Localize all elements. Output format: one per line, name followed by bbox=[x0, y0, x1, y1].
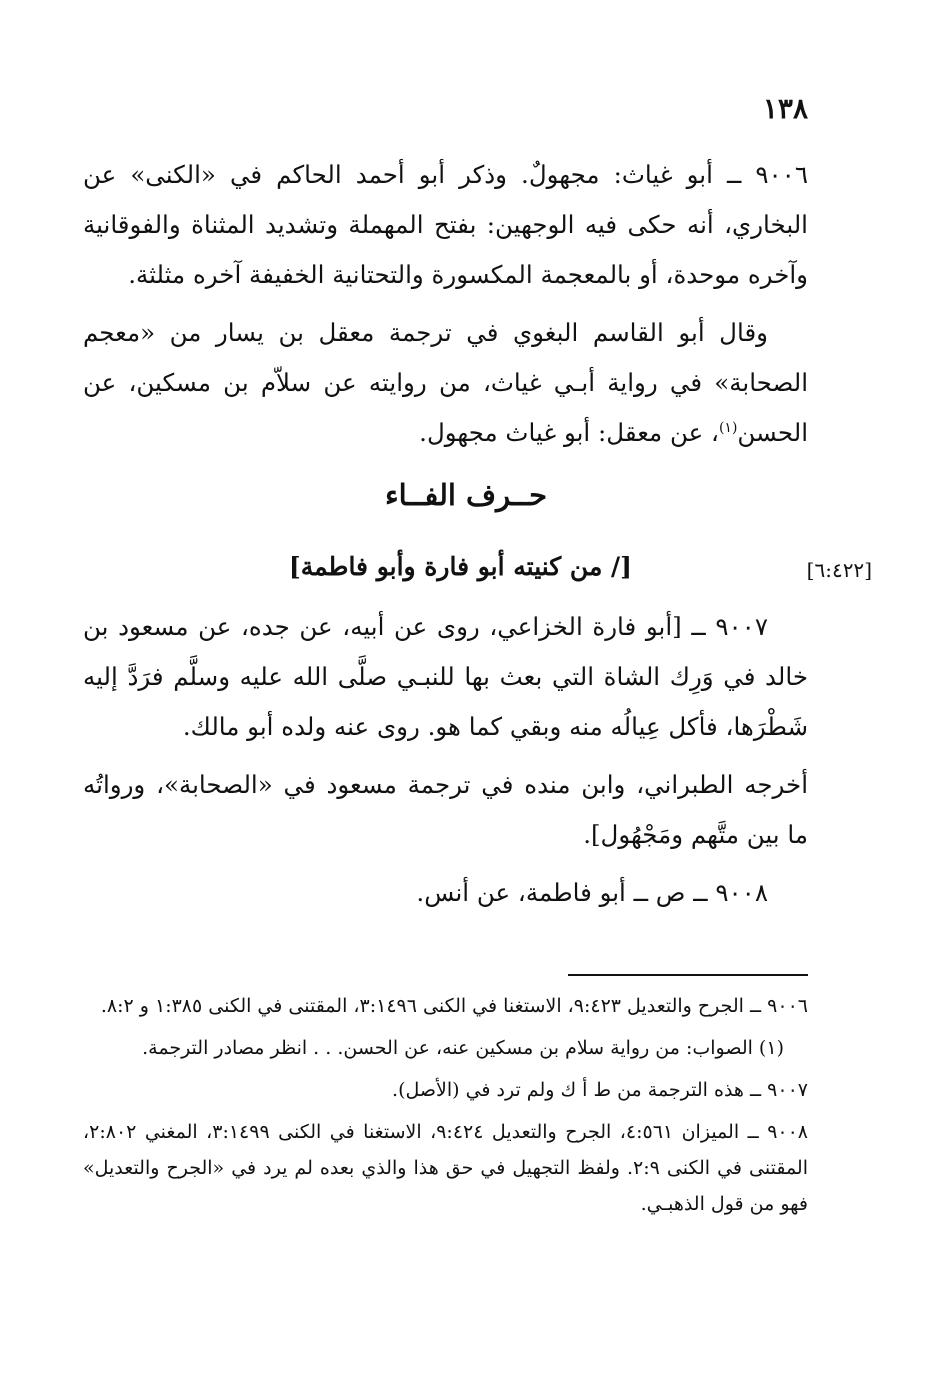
page-number: ١٣٨ bbox=[762, 92, 808, 125]
footnote-marker-1[interactable]: (١) bbox=[718, 419, 738, 436]
main-text-top bbox=[83, 150, 808, 466]
entry-9007: ٩٠٠٧ ــ [أبو فارة الخزاعي، روى عن أبيه، عن جده، عن مسعود بن خالد في وَرِك الشاة التي بعث بها للنبـي صلَّى الله عليه وسلَّم فرَدَّ إليه شَطْرَها، فأكل عِيالُه منه وبقي كما هو. روى عنه ولده أبو مالك. bbox=[83, 612, 808, 741]
paragraph-baghawi-text-1: وقال أبو القاسم البغوي في ترجمة معقل بن يسار من «معجم الصحابة» في رواية أبـي غياث، من روايته عن سلاّم بن مسكين، عن الحسن bbox=[83, 318, 808, 447]
entry-9008: ٩٠٠٨ ــ ص ــ أبو فاطمة، عن أنس. bbox=[416, 878, 768, 907]
paragraph-baghawi-text-2: ، عن معقل: أبو غياث مجهول. bbox=[419, 418, 719, 447]
margin-reference: [٦:٤٢٢] bbox=[806, 558, 872, 582]
subheading-row bbox=[60, 552, 872, 598]
footnote-divider bbox=[568, 974, 808, 976]
footnote-9006: ٩٠٠٦ ــ الجرح والتعديل ٩:٤٢٣، الاستغنا في الكنى ٣:١٤٩٦، المقتنى في الكنى ١:٣٨٥ و ٨:٢. bbox=[100, 995, 808, 1017]
subheading: [/ من كنيته أبو فارة وأبو فاطمة] bbox=[288, 552, 632, 581]
footnote-9007: ٩٠٠٧ ــ هذه الترجمة من ط أ ك ولم ترد في (الأصل). bbox=[392, 1079, 808, 1101]
footnotes bbox=[83, 988, 808, 1228]
footnote-9008: ٩٠٠٨ ــ الميزان ٤:٥٦١، الجرح والتعديل ٩:٤٢٤، الاستغنا في الكنى ٣:١٤٩٩، المغني ٢:٨٠٢، المقتنى في الكنى ٢:٩. ولفظ التجهيل في حق هذا والذي بعده لم يرد في «الجرح والتعديل» فهو من قول الذهبـي. bbox=[83, 1121, 809, 1215]
entry-9006: ٩٠٠٦ ــ أبو غياث: مجهولٌ. وذكر أبو أحمد الحاكم في «الكنى» عن البخاري، أنه حكى فيه الوجهين: بفتح المهملة وتشديد المثناة والفوقانية وآخره موحدة، أو بالمعجمة المكسورة والتحتانية الخفيفة آخره مثلثة. bbox=[83, 160, 808, 289]
section-title: حــرف الفــاء bbox=[384, 478, 548, 512]
main-text-bottom bbox=[83, 602, 808, 926]
footnote-1: (١) الصواب: من رواية سلام بن مسكين عنه، عن الحسن. . . انظر مصادر الترجمة. bbox=[142, 1037, 784, 1059]
paragraph-baghawi bbox=[83, 308, 808, 458]
paragraph-tabarani: أخرجه الطبراني، وابن منده في ترجمة مسعود في «الصحابة»، ورواتُه ما بين متَّهم ومَجْهُول]. bbox=[83, 770, 808, 849]
